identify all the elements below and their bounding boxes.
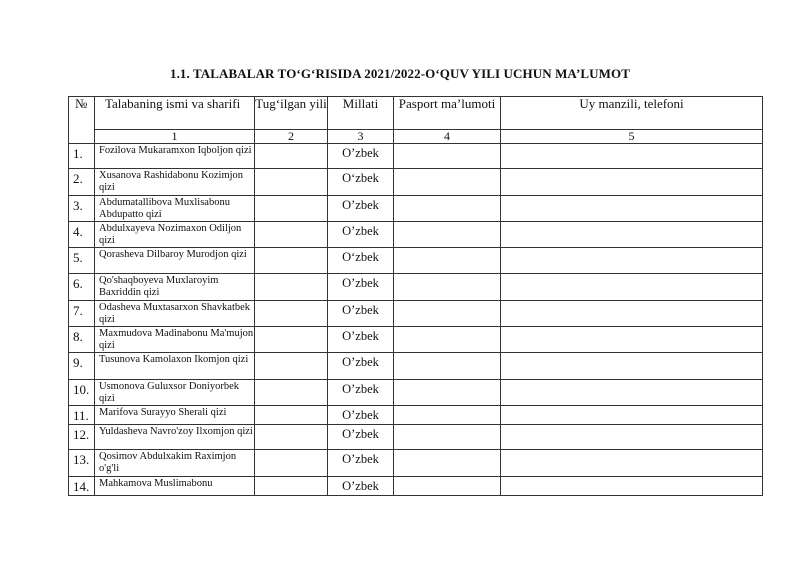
student-name: Qorasheva Dilbaroy Murodjon qizi (95, 248, 255, 274)
birth-year-cell (255, 353, 328, 380)
passport-cell (394, 450, 501, 477)
nationality-cell: O’zbek (328, 301, 394, 327)
column-index: 1 (95, 130, 255, 144)
header-birth-year: Tug‘ilgan yili (255, 97, 328, 130)
passport-cell (394, 169, 501, 196)
student-name: Fozilova Mukaramxon Iqboljon qizi (95, 144, 255, 169)
table-row (69, 353, 763, 380)
address-cell (501, 274, 763, 301)
column-index-row (69, 130, 763, 144)
birth-year-cell (255, 274, 328, 301)
table-row (69, 380, 763, 406)
student-name: Qo'shaqboyeva Muxlaroyim Baxriddin qizi (95, 274, 255, 301)
column-index: 4 (394, 130, 501, 144)
passport-cell (394, 144, 501, 169)
table-row (69, 144, 763, 169)
nationality-cell: O’zbek (328, 380, 394, 406)
student-name: Odasheva Muxtasarxon Shavkatbek qizi (95, 301, 255, 327)
nationality-cell: O’zbek (328, 144, 394, 169)
column-index: 2 (255, 130, 328, 144)
student-name: Maxmudova Madinabonu Ma'mujon qizi (95, 327, 255, 353)
row-number: 8. (69, 327, 95, 353)
passport-cell (394, 327, 501, 353)
nationality-cell: O’zbek (328, 274, 394, 301)
header-passport: Pasport ma’lumoti (394, 97, 501, 130)
row-number: 13. (69, 450, 95, 477)
address-cell (501, 248, 763, 274)
row-number: 4. (69, 222, 95, 248)
row-number: 9. (69, 353, 95, 380)
student-name: Qosimov Abdulxakim Raximjon o'g'li (95, 450, 255, 477)
table-row (69, 301, 763, 327)
passport-cell (394, 477, 501, 496)
address-cell (501, 222, 763, 248)
header-nationality: Millati (328, 97, 394, 130)
table-row (69, 406, 763, 425)
row-number: 3. (69, 196, 95, 222)
nationality-cell: O’zbek (328, 222, 394, 248)
address-cell (501, 425, 763, 450)
table-body (69, 144, 763, 496)
birth-year-cell (255, 222, 328, 248)
header-address-phone: Uy manzili, telefoni (501, 97, 763, 130)
student-name: Abdulxayeva Nozimaxon Odiljon qizi (95, 222, 255, 248)
table-row (69, 169, 763, 196)
address-cell (501, 406, 763, 425)
address-cell (501, 144, 763, 169)
address-cell (501, 353, 763, 380)
nationality-cell: O’zbek (328, 327, 394, 353)
birth-year-cell (255, 450, 328, 477)
header-row (69, 97, 763, 130)
passport-cell (394, 196, 501, 222)
table-row (69, 196, 763, 222)
table-row (69, 274, 763, 301)
address-cell (501, 450, 763, 477)
birth-year-cell (255, 477, 328, 496)
birth-year-cell (255, 425, 328, 450)
address-cell (501, 169, 763, 196)
passport-cell (394, 274, 501, 301)
birth-year-cell (255, 301, 328, 327)
passport-cell (394, 380, 501, 406)
header-student-name: Talabaning ismi va sharifi (95, 97, 255, 130)
nationality-cell: O‘zbek (328, 169, 394, 196)
students-table (68, 96, 763, 496)
student-name: Tusunova Kamolaxon Ikomjon qizi (95, 353, 255, 380)
column-index: 3 (328, 130, 394, 144)
student-name: Usmonova Guluxsor Doniyorbek qizi (95, 380, 255, 406)
table-row (69, 477, 763, 496)
row-number: 11. (69, 406, 95, 425)
nationality-cell: O’zbek (328, 425, 394, 450)
student-name: Xusanova Rashidabonu Kozimjon qizi (95, 169, 255, 196)
birth-year-cell (255, 196, 328, 222)
row-number: 2. (69, 169, 95, 196)
address-cell (501, 477, 763, 496)
student-name: Abdumatallibova Muxlisabonu Abdupatto qizi (95, 196, 255, 222)
nationality-cell: O’zbek (328, 353, 394, 380)
passport-cell (394, 353, 501, 380)
birth-year-cell (255, 327, 328, 353)
address-cell (501, 301, 763, 327)
table-row (69, 450, 763, 477)
student-name: Yuldasheva Navro'zoy Ilxomjon qizi (95, 425, 255, 450)
student-name: Mahkamova Muslimabonu (95, 477, 255, 496)
address-cell (501, 380, 763, 406)
birth-year-cell (255, 380, 328, 406)
nationality-cell: O’zbek (328, 406, 394, 425)
row-number: 10. (69, 380, 95, 406)
table-row (69, 248, 763, 274)
passport-cell (394, 406, 501, 425)
passport-cell (394, 301, 501, 327)
address-cell (501, 196, 763, 222)
passport-cell (394, 425, 501, 450)
row-number: 7. (69, 301, 95, 327)
row-number: 6. (69, 274, 95, 301)
address-cell (501, 327, 763, 353)
document-title: 1.1. TALABALAR TO‘G‘RISIDA 2021/2022-O‘QUV YILI UCHUN MA’LUMOT (169, 66, 631, 81)
birth-year-cell (255, 406, 328, 425)
passport-cell (394, 248, 501, 274)
birth-year-cell (255, 248, 328, 274)
nationality-cell: O’zbek (328, 450, 394, 477)
row-number: 1. (69, 144, 95, 169)
table-row (69, 327, 763, 353)
student-name: Marifova Surayyo Sherali qizi (95, 406, 255, 425)
row-number: 12. (69, 425, 95, 450)
birth-year-cell (255, 144, 328, 169)
nationality-cell: O’zbek (328, 477, 394, 496)
table-row (69, 222, 763, 248)
nationality-cell: O’zbek (328, 196, 394, 222)
birth-year-cell (255, 169, 328, 196)
passport-cell (394, 222, 501, 248)
row-number: 5. (69, 248, 95, 274)
header-number: № (69, 97, 95, 144)
table-row (69, 425, 763, 450)
row-number: 14. (69, 477, 95, 496)
column-index: 5 (501, 130, 763, 144)
nationality-cell: O‘zbek (328, 248, 394, 274)
